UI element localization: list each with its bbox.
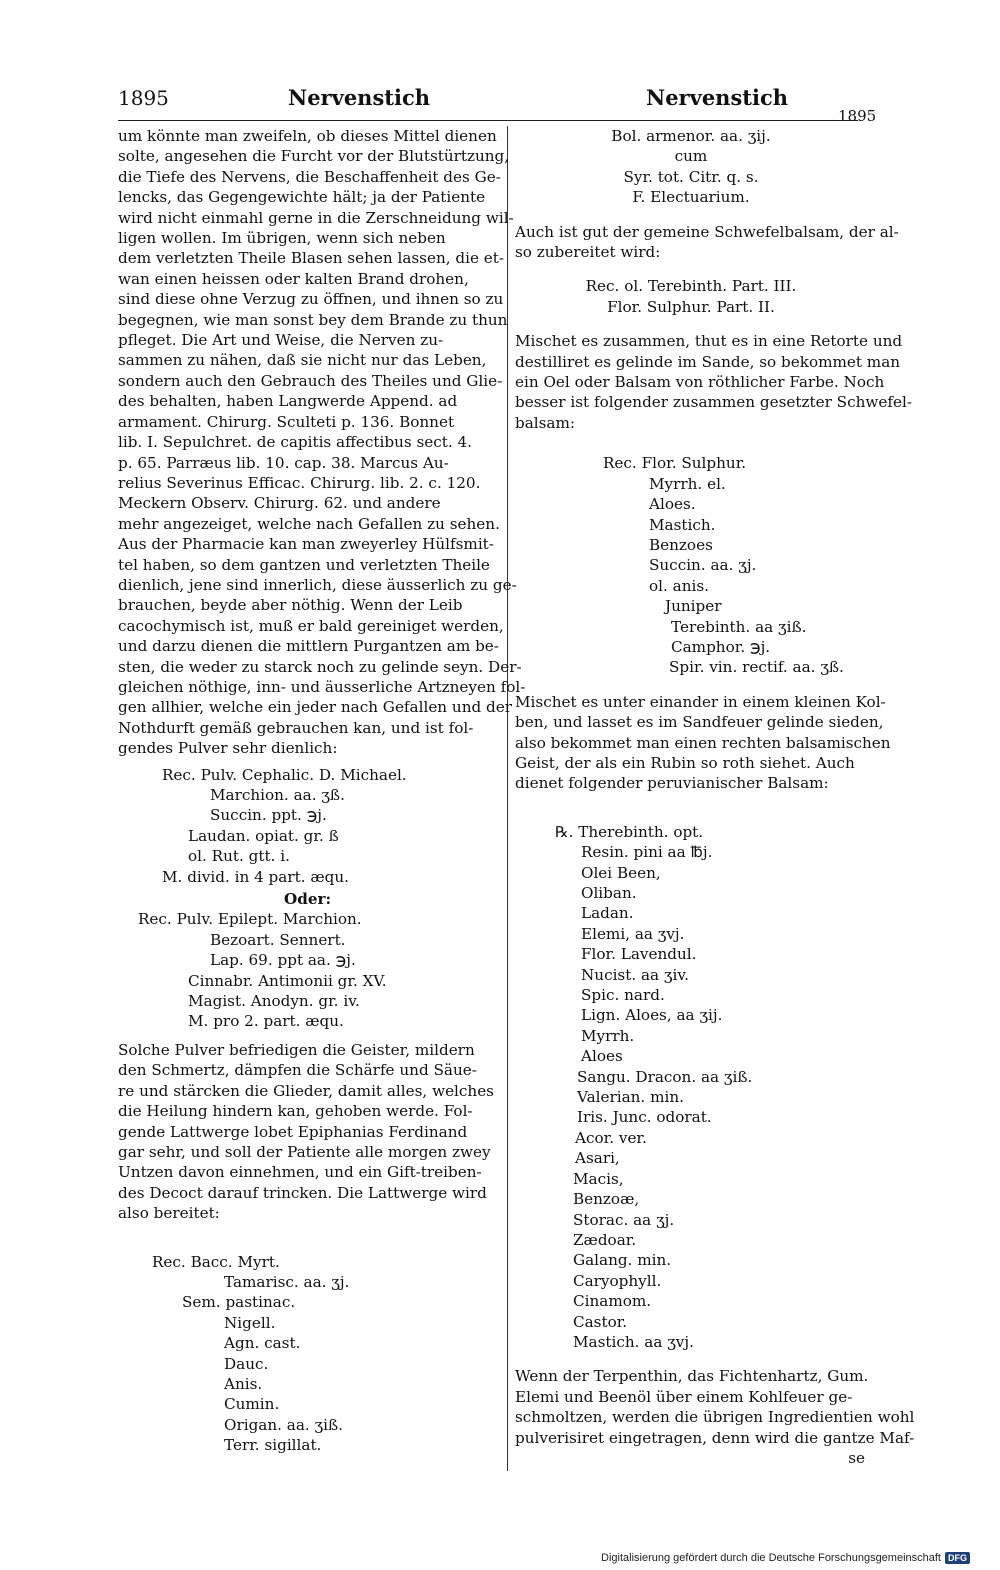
text-line: Mischet es unter einander in einem kleinen Kol- (515, 692, 886, 711)
recipe-line: Elemi, aa ʒvj. (581, 924, 685, 943)
recipe-line: Cumin. (224, 1395, 280, 1414)
credit-text: Digitalisierung gefördert durch die Deutsche Forschungsgemeinschaft (601, 1552, 941, 1564)
text-line: dem verletzten Theile Blasen sehen lassen, die et- (118, 249, 505, 268)
recipe-line: Syr. tot. Citr. q. s. (623, 167, 759, 186)
oder-heading: Oder: (284, 890, 332, 909)
text-line: destilliret es gelinde im Sande, so bekommet man (515, 352, 901, 371)
text-line: relius Severinus Efficac. Chirurg. lib. 2. c. 120. (118, 473, 481, 492)
right-paragraph-2 (515, 331, 912, 433)
recipe-line: Flor. Lavendul. (581, 945, 697, 964)
recipe-line: Castor. (573, 1312, 628, 1331)
text-line: Auch ist gut der gemeine Schwefelbalsam, der al- (515, 222, 899, 241)
recipe-line: Asari, (575, 1149, 620, 1168)
recipe-line: Sem. pastinac. (182, 1293, 296, 1312)
text-line: die Heilung hindern kan, gehoben werde. Fol- (118, 1102, 473, 1121)
recipe-block-1 (118, 765, 502, 887)
text-line: also bereitet: (118, 1204, 220, 1223)
left-running-title: Nervenstich (288, 85, 431, 110)
text-line: des behalten, haben Langwerde Append. ad (118, 392, 458, 411)
text-line: den Schmertz, dämpfen die Schärfe und Säue- (118, 1061, 477, 1080)
recipe-line: Cinnabr. Antimonii gr. XV. (188, 971, 387, 990)
recipe-line: Rec. ol. Terebinth. Part. III. (585, 277, 797, 296)
recipe-line: Iris. Junc. odorat. (577, 1108, 712, 1127)
recipe-line: Macis, (573, 1169, 624, 1188)
text-line: gleichen nöthige, inn- und äusserliche Artzneyen fol- (118, 677, 526, 696)
recipe-line: Myrrh. el. (649, 474, 726, 493)
recipe-line: Acor. ver. (575, 1128, 647, 1147)
recipe-line: Benzoæ, (573, 1190, 640, 1209)
text-line: gen allhier, welche ein jeder nach Gefallen und der (118, 698, 512, 717)
text-line: ein Oel oder Balsam von röthlicher Farbe. Noch (515, 373, 885, 392)
recipe-line: Tamarisc. aa. ʒj. (224, 1272, 350, 1291)
recipe-line: Benzoes (649, 535, 713, 554)
text-line: brauchen, beyde aber nöthig. Wenn der Leib (118, 596, 463, 615)
text-line: dienet folgender peruvianischer Balsam: (515, 774, 829, 793)
recipe-line: Juniper (665, 597, 722, 616)
text-line: solte, angesehen die Furcht vor der Blutstürtzung, (118, 147, 510, 166)
recipe-line: Magist. Anodyn. gr. iv. (188, 992, 360, 1011)
text-line: re und stärcken die Glieder, damit alles, welches (118, 1081, 494, 1100)
recipe-line: M. pro 2. part. æqu. (188, 1012, 344, 1031)
text-line: des Decoct darauf trincken. Die Lattwerge wird (118, 1183, 487, 1202)
text-line: und darzu dienen die mittlern Purgantzen am be- (118, 637, 499, 656)
dfg-logo-icon: DFG (945, 1552, 970, 1564)
text-line: um könnte man zweifeln, ob dieses Mittel dienen (118, 127, 497, 145)
recipe-line: Rec. Pulv. Cephalic. D. Michael. (162, 765, 407, 784)
right-paragraph-1 (515, 222, 899, 263)
left-paragraph-2 (118, 1040, 502, 1224)
text-line: balsam: (515, 413, 576, 432)
recipe-line: Cinamom. (573, 1292, 652, 1311)
recipe-line: Dauc. (224, 1354, 269, 1373)
right-paragraph-3 (515, 692, 891, 794)
recipe-line: Flor. Sulphur. Part. II. (607, 297, 775, 316)
recipe-line: Nigell. (224, 1313, 276, 1332)
text-line: schmoltzen, werden die übrigen Ingredientien wohl (515, 1408, 915, 1427)
recipe-line: F. Electuarium. (632, 188, 750, 207)
text-line: ben, und lasset es im Sandfeuer gelinde sieden, (515, 713, 884, 732)
recipe-line: Resin. pini aa ℔j. (581, 843, 713, 862)
text-line: p. 65. Parræus lib. 10. cap. 38. Marcus Au- (118, 453, 449, 472)
recipe-line: Anis. (224, 1374, 263, 1393)
recipe-block-2 (118, 909, 502, 1031)
recipe-line: ol. Rut. gtt. i. (188, 847, 290, 866)
text-line: pfleget. Die Art und Weise, die Nerven zu- (118, 331, 444, 350)
recipe-line: Rec. Bacc. Myrt. (152, 1252, 280, 1271)
text-line: Elemi und Beenöl über einem Kohlfeuer ge- (515, 1387, 853, 1406)
text-line: lib. I. Sepulchret. de capitis affectibus sect. 4. (118, 433, 473, 452)
recipe-line: Rec. Flor. Sulphur. (603, 454, 747, 473)
recipe-line: Spir. vin. rectif. aa. ʒß. (669, 658, 844, 677)
text-line: wan einen heissen oder kalten Brand drohen, (118, 269, 469, 288)
text-line: sondern auch den Gebrauch des Theiles und Glie- (118, 371, 503, 390)
recipe-line: ol. anis. (649, 576, 709, 595)
right-column (515, 126, 915, 1474)
left-column (118, 126, 526, 1456)
text-line: ligen wollen. Im übrigen, wenn sich neben (118, 229, 446, 248)
catchword: se (848, 1448, 865, 1467)
right-running-title: Nervenstich (646, 85, 789, 110)
text-line: gar sehr, und soll der Patiente alle morgen zwey (118, 1142, 491, 1161)
recipe-line: Mastich. aa ʒvj. (573, 1332, 694, 1351)
text-line: Aus der Pharmacie kan man zweyerley Hülfsmit- (118, 535, 494, 554)
text-line: armament. Chirurg. Sculteti p. 136. Bonnet (118, 412, 455, 431)
text-line: Solche Pulver befriedigen die Geister, mildern (118, 1040, 475, 1059)
text-line: cacochymisch ist, muß er bald gereiniget werden, (118, 616, 504, 635)
recipe-line: Agn. cast. (224, 1334, 301, 1353)
recipe-line: Lap. 69. ppt aa. ℈j. (210, 951, 356, 970)
recipe-block-3 (118, 1252, 502, 1456)
recipe-line: Laudan. opiat. gr. ß (188, 826, 339, 845)
recipe-line: Valerian. min. (577, 1088, 684, 1107)
text-line: gende Lattwerge lobet Epiphanias Ferdinand (118, 1122, 468, 1141)
text-line: die Tiefe des Nervens, die Beschaffenheit des Ge- (118, 167, 501, 186)
column-separator (507, 126, 508, 1471)
recipe-line: Lign. Aloes, aa ʒij. (581, 1006, 723, 1025)
recipe-line: Ladan. (581, 904, 634, 923)
text-line: sten, die weder zu starck noch zu gelinde seyn. Der- (118, 657, 522, 676)
recipe-line: Sangu. Dracon. aa ʒiß. (577, 1067, 753, 1086)
text-line: Mischet es zusammen, thut es in eine Retorte und (515, 332, 903, 351)
recipe-line: Origan. aa. ʒiß. (224, 1415, 343, 1434)
text-line: gendes Pulver sehr dienlich: (118, 739, 338, 758)
text-line: pulverisiret eingetragen, denn wird die gantze Maf- (515, 1428, 915, 1447)
recipe-line: Bezoart. Sennert. (210, 930, 346, 949)
recipe-line: cum (674, 147, 708, 166)
recipe-line: Mastich. (649, 515, 716, 534)
text-line: lencks, das Gegengewichte hält; ja der Patiente (118, 188, 486, 207)
recipe-line: Zædoar. (573, 1230, 637, 1249)
left-paragraph-1 (118, 126, 526, 759)
recipe-line: Succin. ppt. ℈j. (210, 806, 327, 825)
recipe-line: Galang. min. (573, 1251, 672, 1270)
recipe-line: Aloes. (649, 495, 696, 514)
text-line: begegnen, wie man sonst bey dem Brande zu thun (118, 310, 508, 329)
recipe-line: ℞. Therebinth. opt. (555, 822, 704, 841)
recipe-block-balsam (515, 453, 867, 677)
text-line: sammen zu nähen, daß sie nicht nur das Leben, (118, 351, 487, 370)
header-rule (118, 120, 858, 121)
text-line: Wenn der Terpenthin, das Fichtenhartz, Gum. (515, 1367, 869, 1386)
recipe-block-sulphur (515, 276, 867, 317)
text-line: besser ist folgender zusammen gesetzter Schwefel- (515, 393, 912, 412)
recipe-line: Nucist. aa ʒiv. (581, 965, 689, 984)
recipe-line: Rec. Pulv. Epilept. Marchion. (138, 910, 362, 929)
text-line: Nothdurft gemäß gebrauchen kan, und ist fol- (118, 718, 474, 737)
recipe-line: Oliban. (581, 884, 637, 902)
text-line: dienlich, jene sind innerlich, diese äusserlich zu ge- (118, 575, 517, 594)
right-page-number: 1895 (838, 107, 877, 125)
text-line: also bekommet man einen rechten balsamischen (515, 733, 891, 752)
recipe-line: Terr. sigillat. (224, 1436, 322, 1455)
recipe-line: Aloes (581, 1047, 623, 1066)
recipe-block-top (515, 126, 867, 208)
recipe-line: Camphor. ℈j. (671, 637, 771, 656)
recipe-line: Storac. aa ʒj. (573, 1210, 675, 1229)
text-line: Geist, der als ein Rubin so roth siehet. Auch (515, 753, 855, 772)
text-line: Meckern Observ. Chirurg. 62. und andere (118, 494, 441, 513)
left-page-number: 1895 (118, 86, 169, 110)
recipe-line: Terebinth. aa ʒiß. (671, 617, 807, 636)
recipe-line: Spic. nard. (581, 986, 665, 1005)
right-paragraph-4 (515, 1366, 915, 1468)
recipe-block-peruvian (515, 822, 867, 1353)
recipe-line: Succin. aa. ʒj. (649, 556, 757, 575)
text-line: tel haben, so dem gantzen und verletzten Theile (118, 555, 490, 574)
recipe-line: Myrrh. (581, 1026, 635, 1045)
recipe-line: Olei Been, (581, 863, 661, 882)
text-line: sind diese ohne Verzug zu öffnen, und ihnen so zu (118, 290, 504, 309)
text-line: wird nicht einmahl gerne in die Zerschneidung wil- (118, 208, 514, 227)
text-line: mehr angezeiget, welche nach Gefallen zu sehen. (118, 514, 500, 533)
recipe-line: M. divid. in 4 part. æqu. (162, 867, 349, 886)
digitization-credit (601, 1552, 970, 1564)
recipe-line: Caryophyll. (573, 1271, 662, 1290)
text-line: Untzen davon einnehmen, und ein Gift-treiben- (118, 1163, 482, 1182)
text-line: so zubereitet wird: (515, 243, 661, 262)
recipe-line: Marchion. aa. ʒß. (210, 786, 345, 804)
recipe-line: Bol. armenor. aa. ʒij. (611, 127, 771, 145)
